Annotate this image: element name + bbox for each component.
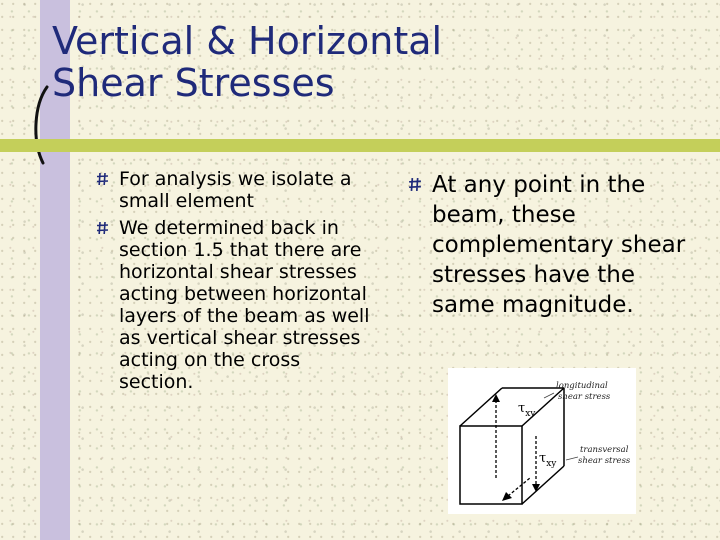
- shear-element-figure: [448, 368, 636, 514]
- right-bullet-item: [408, 170, 698, 320]
- tau-lower-symbol: τ: [539, 451, 547, 466]
- left-bullet-item: [96, 217, 372, 393]
- tau-upper-subscript: xy: [525, 409, 536, 419]
- hash-bullet-icon: [408, 177, 422, 192]
- tau-lower-subscript: xy: [546, 459, 557, 469]
- slide-title: [52, 20, 442, 104]
- slide-title-line-2: Shear Stresses: [52, 61, 335, 105]
- tau-upper-label: [518, 401, 536, 419]
- sidebar-curve-icon: [28, 85, 50, 165]
- right-bullet-list: [408, 170, 698, 320]
- tau-upper-symbol: τ: [518, 401, 526, 416]
- left-bullet-text: We determined back in section 1.5 that there are horizontal shear stresses acting between horizontal layers of the beam as well as vertical shear stresses acting on the cross section.: [119, 217, 370, 393]
- slide-title-line-1: Vertical & Horizontal: [52, 19, 443, 63]
- hash-bullet-icon: [96, 221, 109, 235]
- left-bullet-list: [96, 168, 372, 398]
- transversal-label-line-2: shear stress: [578, 456, 631, 466]
- title-underline-bar: [0, 139, 720, 152]
- hash-bullet-icon: [96, 172, 109, 186]
- longitudinal-label-line-2: shear stress: [558, 392, 611, 402]
- longitudinal-label-line-1: longitudinal: [556, 381, 608, 391]
- shear-element-diagram: [448, 368, 636, 514]
- transversal-label-line-1: transversal: [580, 445, 629, 455]
- tau-lower-label: [539, 451, 557, 469]
- left-bullet-item: [96, 168, 372, 212]
- right-bullet-text: At any point in the beam, these complementary shear stresses have the same magnitude.: [432, 172, 686, 318]
- label-leader-lines: [544, 393, 578, 460]
- left-bullet-text: For analysis we isolate a small element: [119, 168, 352, 212]
- cube-outline: [460, 388, 564, 504]
